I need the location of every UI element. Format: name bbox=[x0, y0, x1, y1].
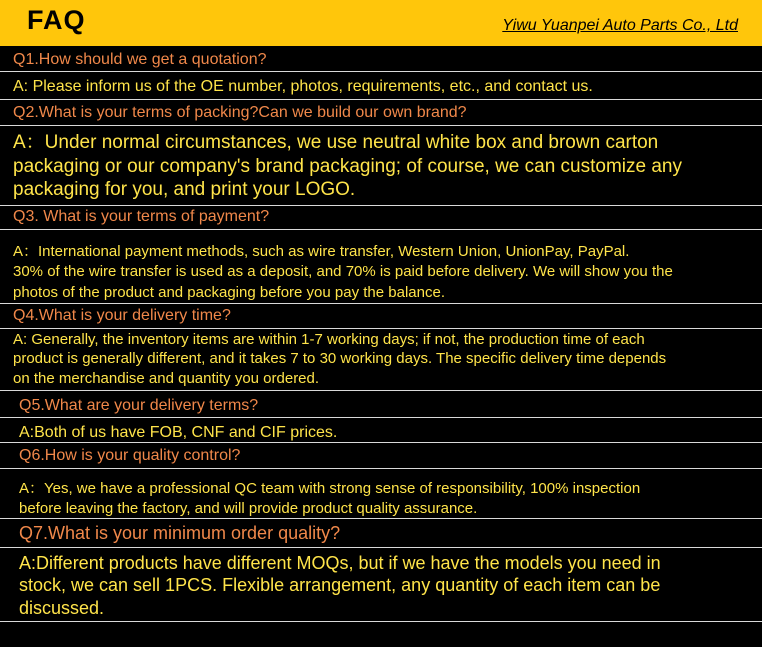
faq-answer-3-line-1: A：International payment methods, such as wire transfer, Western Union, UnionPay, PayPal. bbox=[13, 243, 630, 260]
faq-answer-1-line-1: A: Please inform us of the OE number, photos, requirements, etc., and contact us. bbox=[13, 78, 593, 95]
faq-question-5: Q5.What are your delivery terms? bbox=[19, 397, 259, 414]
faq-answer-3-line-3: photos of the product and packaging before you pay the balance. bbox=[13, 284, 445, 301]
faq-question-4: Q4.What is your delivery time? bbox=[13, 307, 231, 324]
company-name: Yiwu Yuanpei Auto Parts Co., Ltd bbox=[502, 17, 738, 34]
faq-question-row-3 bbox=[0, 206, 762, 230]
faq-answer-6-line-2: before leaving the factory, and will provide product quality assurance. bbox=[19, 500, 478, 517]
faq-question-row-2 bbox=[0, 100, 762, 126]
faq-answer-row-1 bbox=[0, 72, 762, 100]
faq-answer-3-line-2: 30% of the wire transfer is used as a deposit, and 70% is paid before delivery. We will show you the bbox=[13, 263, 673, 280]
faq-question-1: Q1.How should we get a quotation? bbox=[13, 51, 267, 68]
faq-answer-row-5 bbox=[0, 418, 762, 443]
faq-question-3: Q3. What is your terms of payment? bbox=[13, 208, 270, 225]
faq-answer-7-line-2: stock, we can sell 1PCS. Flexible arrangement, any quantity of each item can be bbox=[19, 575, 661, 595]
faq-answer-5-line-1: A:Both of us have FOB, CNF and CIF prices. bbox=[19, 424, 338, 441]
faq-question-6: Q6.How is your quality control? bbox=[19, 447, 241, 464]
header-bar bbox=[0, 0, 762, 46]
faq-answer-row-2 bbox=[0, 126, 762, 206]
faq-question-row-4 bbox=[0, 304, 762, 329]
page-title: FAQ bbox=[27, 5, 86, 35]
faq-answer-4-line-1: A: Generally, the inventory items are within 1-7 working days; if not, the production time of each bbox=[13, 331, 645, 348]
faq-answer-2-line-3: packaging for you, and print your LOGO. bbox=[13, 179, 356, 200]
faq-answer-row-7 bbox=[0, 548, 762, 622]
faq-question-7: Q7.What is your minimum order quality? bbox=[19, 523, 341, 543]
faq-answer-row-3 bbox=[0, 230, 762, 304]
faq-answer-2-line-2: packaging or our company's brand packaging; of course, we can customize any bbox=[13, 156, 682, 177]
faq-question-2: Q2.What is your terms of packing?Can we build our own brand? bbox=[13, 104, 467, 121]
faq-answer-2-line-1: A：Under normal circumstances, we use neutral white box and brown carton bbox=[13, 132, 659, 153]
faq-question-row-1 bbox=[0, 46, 762, 72]
faq-answer-4-line-3: on the merchandise and quantity you ordered. bbox=[13, 370, 320, 387]
faq-question-row-7 bbox=[0, 519, 762, 548]
faq-answer-row-4 bbox=[0, 329, 762, 391]
faq-question-row-5 bbox=[0, 391, 762, 418]
faq-answer-4-line-2: product is generally different, and it takes 7 to 30 working days. The specific delivery time depends bbox=[13, 350, 667, 367]
faq-answer-7-line-3: discussed. bbox=[19, 598, 105, 618]
faq-question-row-6 bbox=[0, 443, 762, 469]
faq-answer-row-6 bbox=[0, 469, 762, 519]
faq-answer-6-line-1: A：Yes, we have a professional QC team with strong sense of responsibility, 100% inspection bbox=[19, 480, 641, 497]
faq-answer-7-line-1: A:Different products have different MOQs, but if we have the models you need in bbox=[19, 553, 661, 573]
